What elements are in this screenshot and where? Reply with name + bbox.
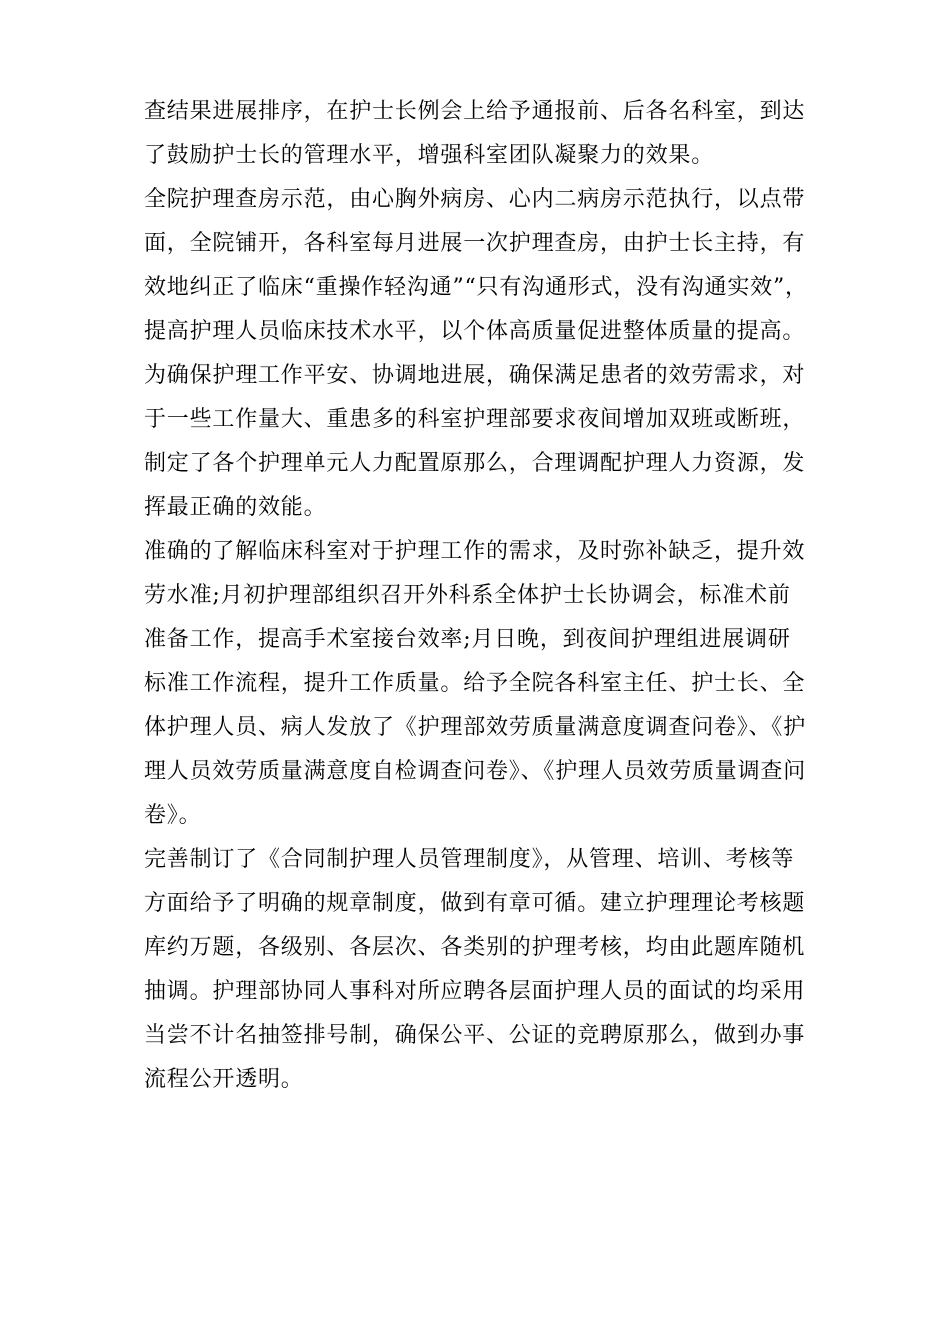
paragraph-staffing: 为确保护理工作平安、协调地进展，确保满足患者的效劳需求，对于一些工作量大、重患多的科室护理部要求夜间增加双班或断班，制定了各个护理单元人力配置原那么，合理调配护理人力资源，发挥最正确的效能。 <box>144 363 806 520</box>
paragraph-nursing-rounds: 全院护理查房示范，由心胸外病房、心内二病房示范执行，以点带面，全院铺开，各科室每月进展一次护理查房，由护士长主持，有效地纠正了临床“重操作轻沟通”“只有沟通形式，没有沟通实效”，提高护理人员临床技术水平，以个体高质量促进整体质量的提高。 <box>144 187 808 344</box>
paragraph-service-quality: 准确的了解临床科室对于护理工作的需求，及时弥补缺乏，提升效劳水准;月初护理部组织召开外科系全体护士长协调会，标准术前准备工作，提高手术室接台效率;月日晚，到夜间护理组进展调研标准工作流程，提升工作质量。给予全院各科室主任、护士长、全体护理人员、病人发放了《护理部效劳质量满意度调查问卷》、《护理人员效劳质量满意度自检调查问卷》、《护理人员效劳质量调查问卷》。 <box>144 539 807 828</box>
document-body <box>144 90 809 1102</box>
paragraph-management-system: 完善制订了《合同制护理人员管理制度》，从管理、培训、考核等方面给予了明确的规章制度，做到有章可循。建立护理理论考核题库约万题，各级别、各层次、各类别的护理考核，均由此题库随机抽调。护理部协同人事科对所应聘各层面护理人员的面试的均采用当尝不计名抽签排号制，确保公平、公证的竞聘原那么，做到办事流程公开透明。 <box>144 847 806 1092</box>
paragraph-ranking-results: 查结果进展排序，在护士长例会上给予通报前、后各名科室，到达了鼓励护士长的管理水平，增强科室团队凝聚力的效果。 <box>144 99 806 168</box>
